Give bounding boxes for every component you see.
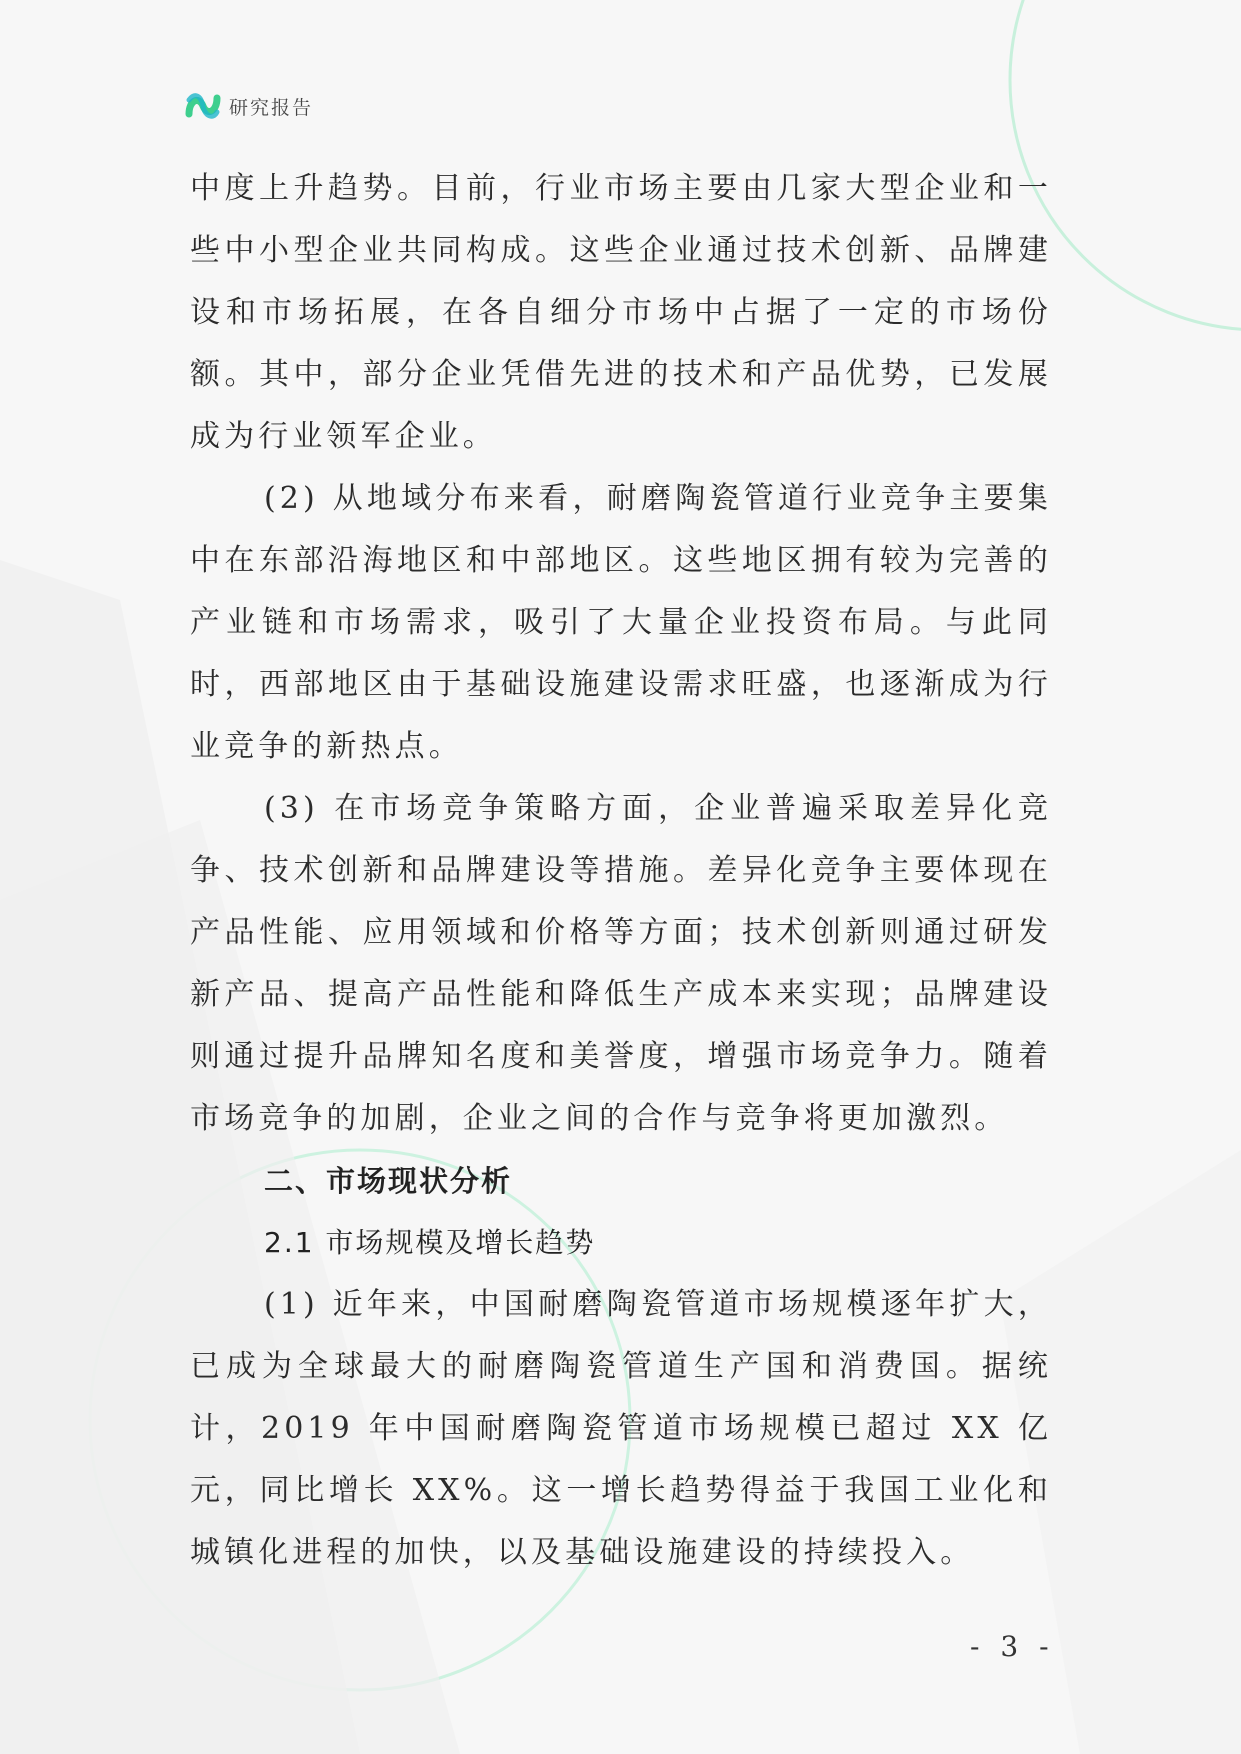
- body-paragraph-3: (3) 在市场竞争策略方面，企业普遍采取差异化竞争、技术创新和品牌建设等措施。差异化竞争主要体现在产品性能、应用领域和价格等方面；技术创新则通过研发新产品、提高产品性能和降低生产成本来实现；品牌建设则通过提升品牌知名度和美誉度，增强市场竞争力。随着市场竞争的加剧，企业之间的合作与竞争将更加激烈。: [190, 791, 1052, 1136]
- brand-logo-icon: [185, 88, 221, 124]
- document-body: [190, 158, 1052, 1584]
- body-paragraph-2: (2) 从地域分布来看，耐磨陶瓷管道行业竞争主要集中在东部沿海地区和中部地区。这些地区拥有较为完善的产业链和市场需求，吸引了大量企业投资布局。与此同时，西部地区由于基础设施建设需求旺盛，也逐渐成为行业竞争的新热点。: [190, 481, 1052, 764]
- page-number: - 3 -: [970, 1630, 1055, 1663]
- report-header: [185, 88, 313, 124]
- subsection-heading: 2.1 市场规模及增长趋势: [264, 1226, 596, 1259]
- header-title: 研究报告: [229, 96, 314, 119]
- section-heading: 二、市场现状分析: [264, 1164, 513, 1198]
- body-paragraph-4: (1) 近年来，中国耐磨陶瓷管道市场规模逐年扩大，已成为全球最大的耐磨陶瓷管道生产国和消费国。据统计，2019 年中国耐磨陶瓷管道市场规模已超过 XX 亿元，同比增长 XX%。这一增长趋势得益于我国工业化和城镇化进程的加快，以及基础设施建设的持续投入。: [190, 1287, 1052, 1570]
- body-paragraph-continued: 中度上升趋势。目前，行业市场主要由几家大型企业和一些中小型企业共同构成。这些企业通过技术创新、品牌建设和市场拓展，在各自细分市场中占据了一定的市场份额。其中，部分企业凭借先进的技术和产品优势，已发展成为行业领军企业。: [190, 171, 1052, 454]
